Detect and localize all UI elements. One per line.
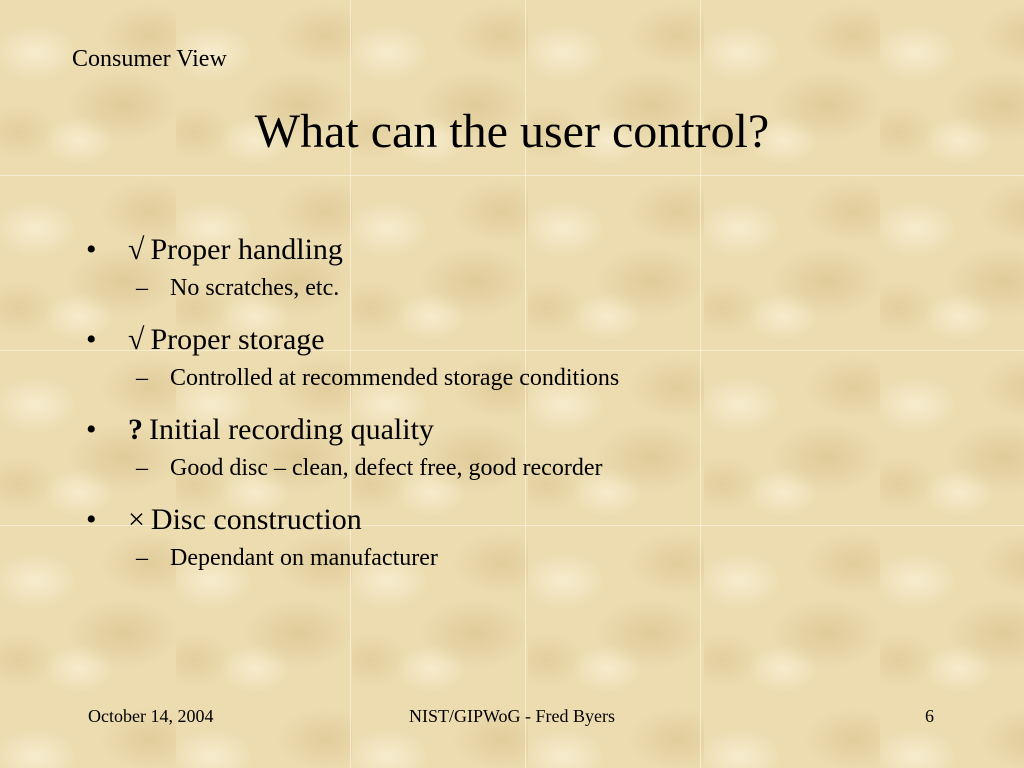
bullet-text-wrapper: [128, 228, 343, 272]
bullet-text: Initial recording quality: [149, 413, 434, 446]
footer-date: October 14, 2004: [88, 706, 214, 726]
bullet-dot-icon: •: [86, 233, 97, 266]
bullet-text-wrapper: [128, 318, 325, 362]
bullet-text-wrapper: [128, 498, 362, 542]
bullet-text: Proper storage: [150, 323, 325, 356]
footer-author: NIST/GIPWoG - Fred Byers: [408, 706, 616, 726]
bullet-dot-icon: •: [86, 323, 97, 356]
sub-bullet-text: No scratches, etc.: [170, 275, 340, 301]
sub-bullet-text: Dependant on manufacturer: [170, 545, 438, 571]
background-tile-divider: [0, 175, 1024, 176]
slide-title: What can the user control?: [254, 105, 770, 158]
question-mark-icon: ?: [128, 413, 143, 446]
section-label: Consumer View: [72, 46, 227, 72]
sub-bullet-dash: –: [136, 545, 148, 571]
footer-page-number: 6: [925, 706, 934, 726]
sub-bullet-dash: –: [136, 365, 148, 391]
bullet-dot-icon: •: [86, 413, 97, 446]
sub-bullet-text: Controlled at recommended storage conditions: [170, 365, 620, 391]
cross-mark-icon: ×: [128, 503, 145, 536]
bullet-text: Proper handling: [150, 233, 343, 266]
checkmark-icon: √: [128, 233, 145, 266]
sub-bullet-text: Good disc – clean, defect free, good recorder: [170, 455, 603, 481]
bullet-text-wrapper: [128, 408, 434, 452]
bullet-dot-icon: •: [86, 503, 97, 536]
bullet-text: Disc construction: [150, 503, 362, 536]
checkmark-icon: √: [128, 323, 145, 356]
sub-bullet-dash: –: [136, 455, 148, 481]
sub-bullet-dash: –: [136, 275, 148, 301]
